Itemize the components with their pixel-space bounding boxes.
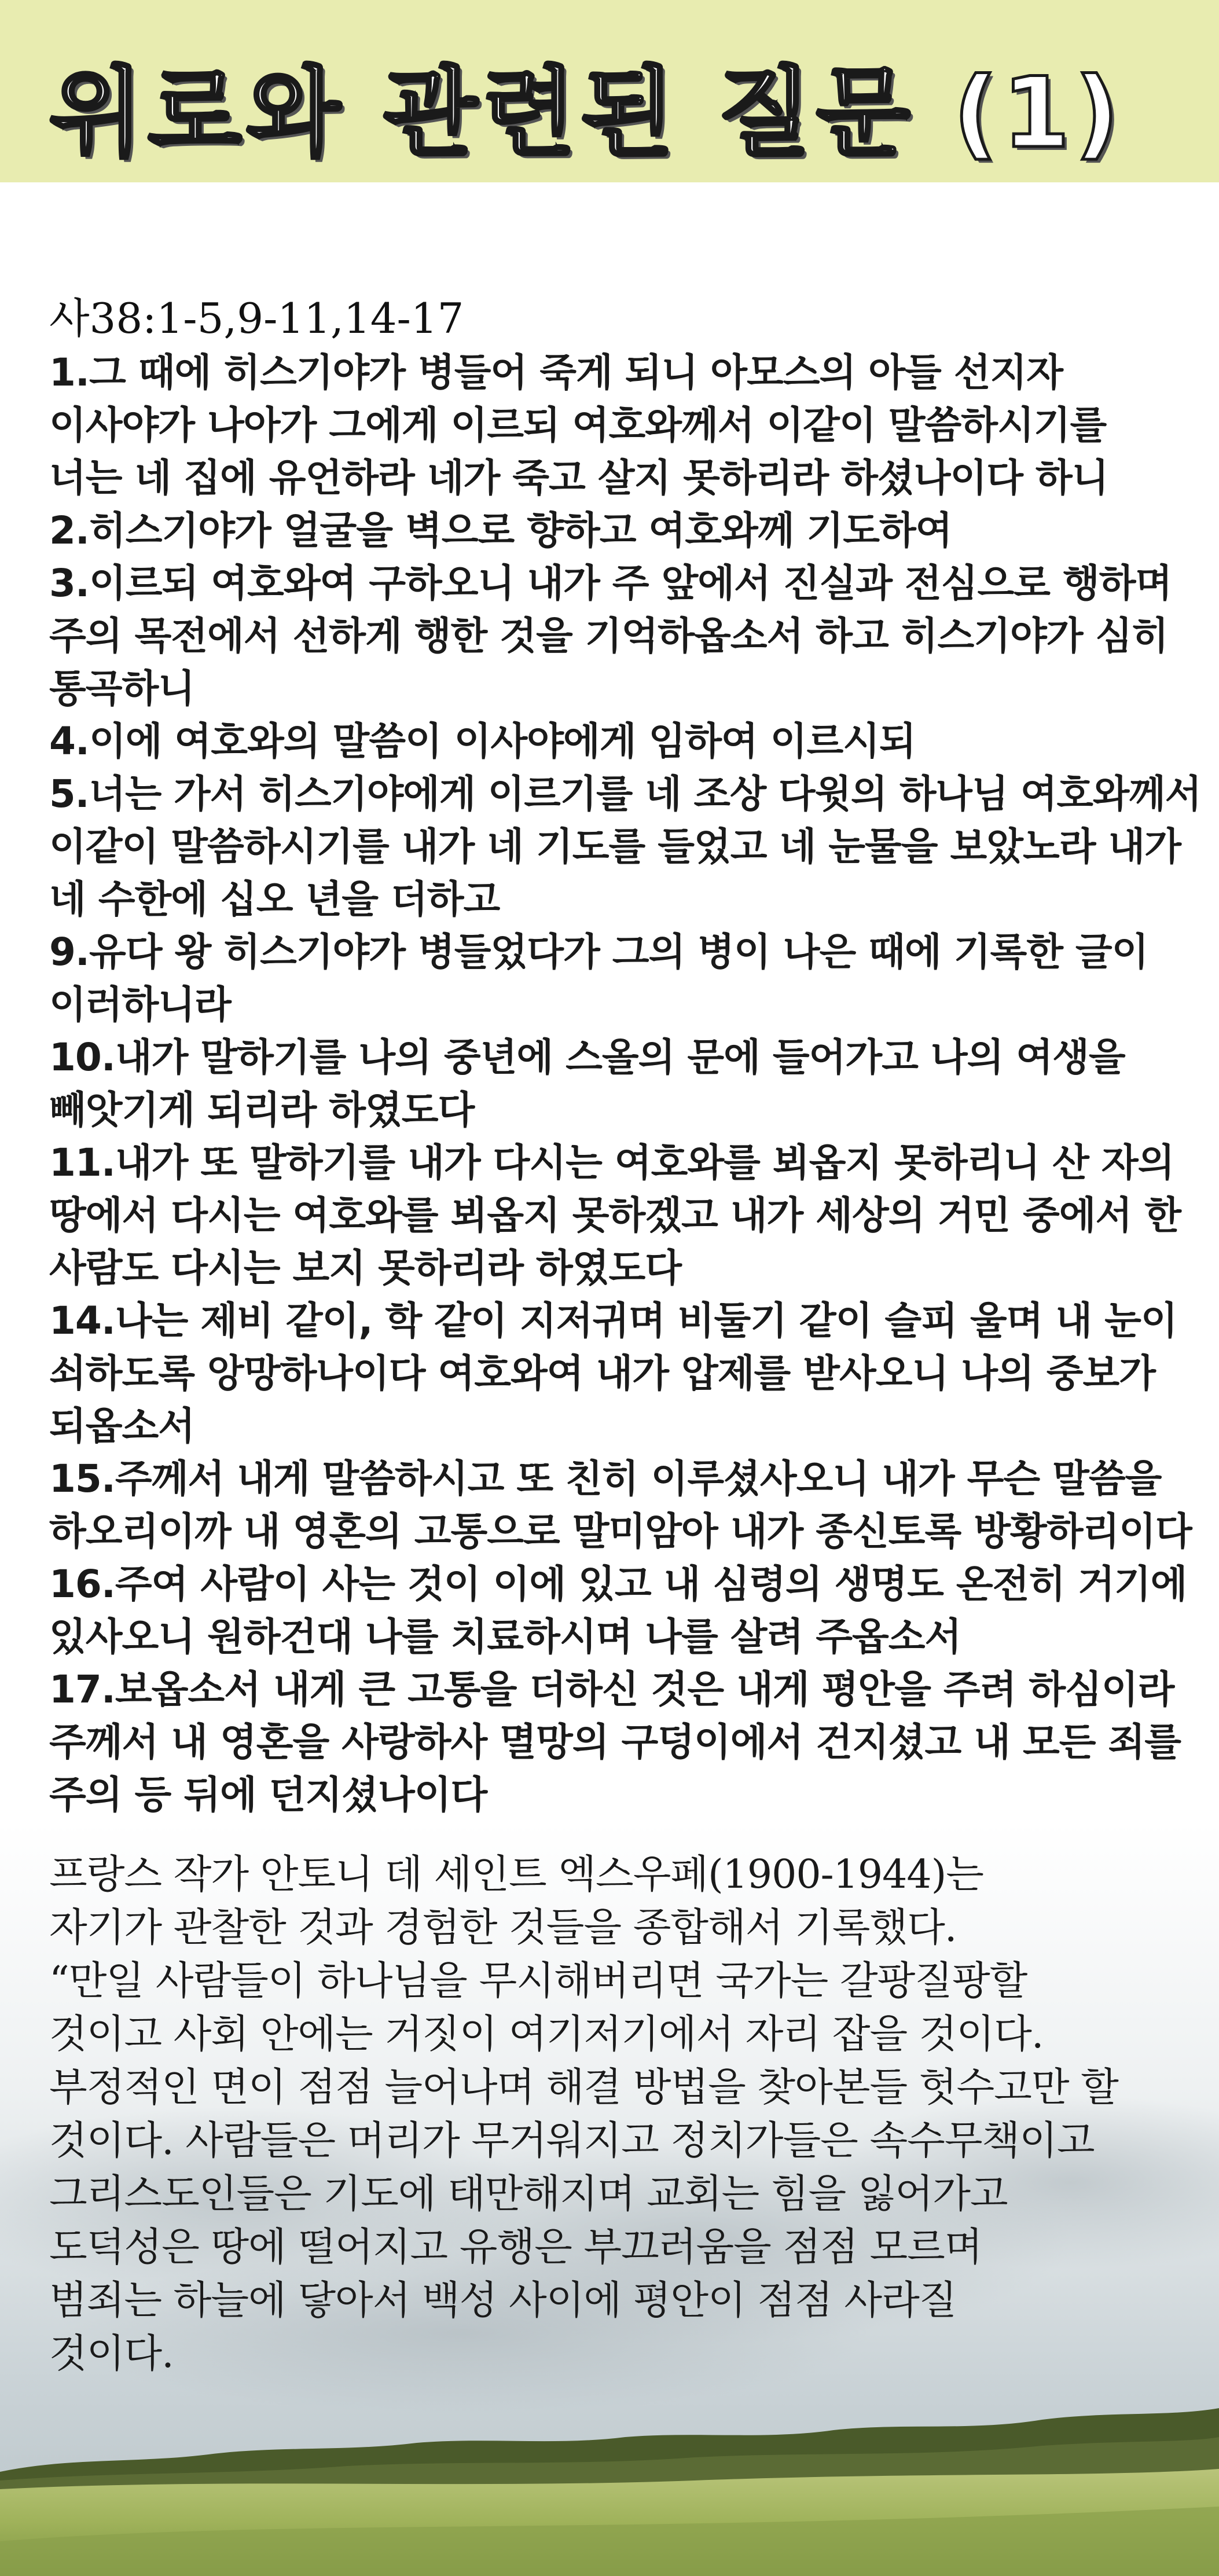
verse-line: 5.너는 가서 히스기야에게 이르기를 네 조상 다윗의 하나님 여호와께서 <box>49 772 1201 816</box>
commentary-line: 도덕성은 땅에 떨어지고 유행은 부끄러움을 점점 모르며 <box>49 2225 982 2270</box>
scripture-passage <box>49 346 1201 1821</box>
verse-line: 10.내가 말하기를 나의 중년에 스올의 문에 들어가고 나의 여생을 <box>49 1035 1125 1080</box>
verse-line: 16.주여 사람이 사는 것이 이에 있고 내 심령의 생명도 온전히 거기에 <box>49 1562 1187 1606</box>
verse-line: 되옵소서 <box>49 1404 195 1448</box>
verse-line: 2.히스기야가 얼굴을 벽으로 향하고 여호와께 기도하여 <box>49 508 952 553</box>
verse-line: 주의 목전에서 선하게 행한 것을 기억하옵소서 하고 히스기야가 심히 <box>49 614 1168 658</box>
commentary-line: 것이다. <box>49 2331 174 2377</box>
verse-line: 주의 등 뒤에 던지셨나이다 <box>49 1773 487 1817</box>
verse-line: 9.유다 왕 히스기야가 병들었다가 그의 병이 나은 때에 기록한 글이 <box>49 930 1148 974</box>
verse-line: 네 수한에 십오 년을 더하고 <box>49 877 500 922</box>
commentary-line: 범죄는 하늘에 닿아서 백성 사이에 평안이 점점 사라질 <box>49 2278 957 2324</box>
verse-line: 땅에서 다시는 여호와를 뵈옵지 못하겠고 내가 세상의 거민 중에서 한 <box>49 1193 1181 1238</box>
verse-line: 너는 네 집에 유언하라 네가 죽고 살지 못하리라 하셨나이다 하니 <box>49 456 1108 500</box>
commentary-line: 프랑스 작가 안토니 데 세인트 엑스우페(1900-1944)는 <box>49 1852 983 1898</box>
verse-line: 15.주께서 내게 말씀하시고 또 친히 이루셨사오니 내가 무슨 말씀을 <box>49 1456 1162 1501</box>
verse-line: 이같이 말씀하시기를 내가 네 기도를 들었고 네 눈물을 보았노라 내가 <box>49 824 1181 869</box>
verse-line: 이러하니라 <box>49 982 231 1027</box>
verse-line: 1.그 때에 히스기야가 병들어 죽게 되니 아모스의 아들 선지자 <box>49 350 1063 395</box>
scripture-reference: 사38:1-5,9-11,14-17 <box>49 294 464 343</box>
verse-line: 17.보옵소서 내게 큰 고통을 더하신 것은 내게 평안을 주려 하심이라 <box>49 1667 1174 1712</box>
verse-line: 이사야가 나아가 그에게 이르되 여호와께서 이같이 말씀하시기를 <box>49 403 1107 447</box>
commentary-line: 그리스도인들은 기도에 태만해지며 교회는 힘을 잃어가고 <box>49 2171 1008 2217</box>
commentary-line: “만일 사람들이 하나님을 무시해버리면 국가는 갈팡질팡할 <box>49 1958 1027 2004</box>
verse-line: 주께서 내 영혼을 사랑하사 멸망의 구덩이에서 건지셨고 내 모든 죄를 <box>49 1720 1181 1764</box>
verse-line: 11.내가 또 말하기를 내가 다시는 여호와를 뵈옵지 못하리니 산 자의 <box>49 1140 1174 1185</box>
verse-line: 4.이에 여호와의 말씀이 이사야에게 임하여 이르시되 <box>49 719 916 764</box>
commentary-line: 부정적인 면이 점점 늘어나며 해결 방법을 찾아본들 헛수고만 할 <box>49 2065 1118 2111</box>
commentary-line: 것이고 사회 안에는 거짓이 여기저기에서 자리 잡을 것이다. <box>49 2012 1044 2057</box>
verse-line: 빼앗기게 되리라 하였도다 <box>49 1088 475 1132</box>
commentary-line: 자기가 관찰한 것과 경험한 것들을 종합해서 기록했다. <box>49 1905 957 1951</box>
commentary-text <box>49 1848 1201 2381</box>
verse-line: 있사오니 원하건대 나를 치료하시며 나를 살려 주옵소서 <box>49 1614 961 1659</box>
verse-line: 쇠하도록 앙망하나이다 여호와여 내가 압제를 받사오니 나의 중보가 <box>49 1351 1156 1396</box>
verse-line: 사람도 다시는 보지 못하리라 하였도다 <box>49 1246 682 1290</box>
page-title: 위로와 관련된 질문 (1) <box>49 56 1124 170</box>
verse-line: 통곡하니 <box>49 666 195 711</box>
commentary-line: 것이다. 사람들은 머리가 무거워지고 정치가들은 속수무책이고 <box>49 2118 1095 2164</box>
verse-line: 3.이르되 여호와여 구하오니 내가 주 앞에서 진실과 전심으로 행하며 <box>49 561 1172 606</box>
verse-line: 14.나는 제비 같이, 학 같이 지저귀며 비둘기 같이 슬피 울며 내 눈이 <box>49 1298 1177 1343</box>
verse-line: 하오리이까 내 영혼의 고통으로 말미암아 내가 종신토록 방황하리이다 <box>49 1509 1192 1554</box>
